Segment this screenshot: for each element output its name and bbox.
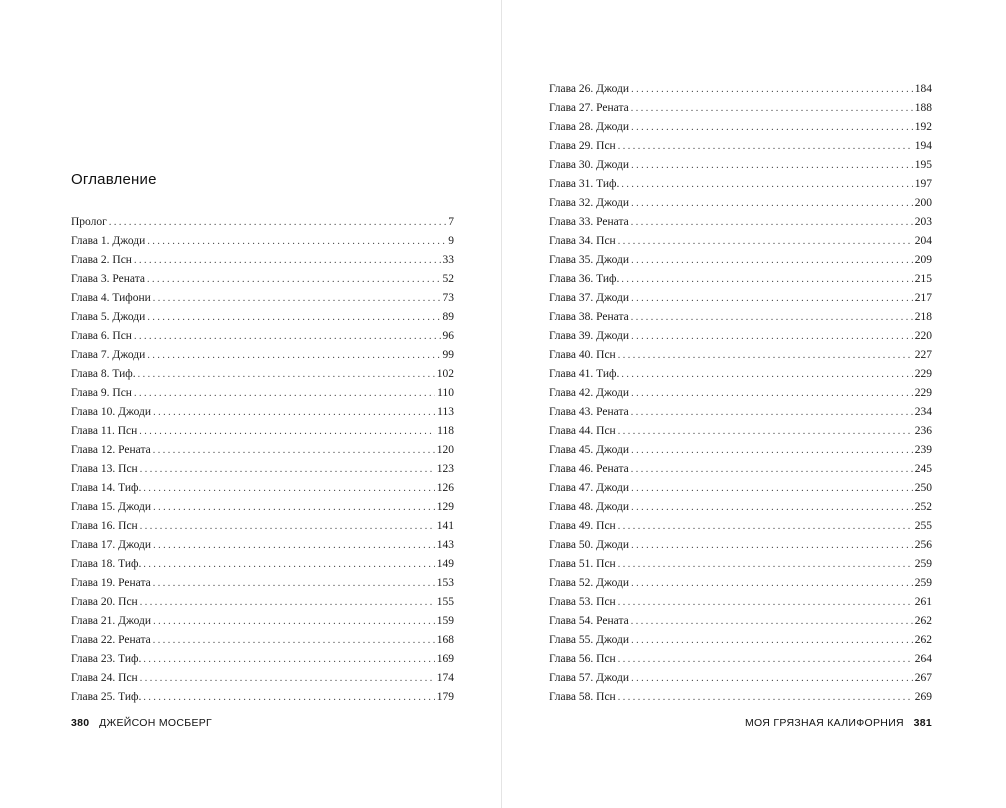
toc-entry-page: 195 — [914, 159, 932, 171]
toc-entry-page: 120 — [436, 444, 454, 456]
toc-dot-leader — [631, 99, 913, 118]
toc-entry-page: 245 — [914, 463, 932, 475]
toc-entry-page: 236 — [914, 425, 932, 437]
toc-entry-page: 168 — [436, 634, 454, 646]
toc-entry-label: Глава 9. Псн — [71, 387, 132, 399]
toc-entry-page: 184 — [914, 83, 932, 95]
toc-dot-leader — [621, 270, 912, 289]
toc-entry-page: 256 — [914, 539, 932, 551]
toc-entry-label: Пролог — [71, 216, 107, 228]
toc-dot-leader — [618, 555, 913, 574]
toc-entry[interactable] — [549, 99, 932, 118]
toc-dot-leader — [631, 289, 913, 308]
toc-entry[interactable] — [549, 365, 932, 384]
footer-right — [745, 717, 932, 729]
toc-entry[interactable] — [549, 270, 932, 289]
toc-entry-page: 203 — [914, 216, 932, 228]
toc-entry-label: Глава 35. Джоди — [549, 254, 630, 266]
toc-entry-label: Глава 51. Псн — [549, 558, 616, 570]
toc-dot-leader — [618, 593, 913, 612]
toc-entry-page: 269 — [914, 691, 932, 703]
toc-entry[interactable] — [549, 346, 932, 365]
toc-entry-label: Глава 21. Джоди — [71, 615, 152, 627]
toc-entry-label: Глава 42. Джоди — [549, 387, 630, 399]
toc-entry-label: Глава 29. Псн — [549, 140, 616, 152]
toc-dot-leader — [153, 441, 435, 460]
toc-entry-page: 188 — [914, 102, 932, 114]
toc-entry[interactable] — [549, 460, 932, 479]
toc-entry[interactable] — [549, 612, 932, 631]
toc-entry[interactable] — [549, 175, 932, 194]
toc-entry[interactable] — [549, 213, 932, 232]
running-head-author: ДЖЕЙСОН МОСБЕРГ — [99, 717, 213, 729]
toc-entry-page: 159 — [436, 615, 454, 627]
toc-dot-leader — [631, 498, 913, 517]
toc-entry-page: 234 — [914, 406, 932, 418]
toc-entry-label: Глава 23. Тиф. — [71, 653, 142, 665]
toc-entry-label: Глава 4. Тифони — [71, 292, 151, 304]
toc-entry[interactable] — [549, 118, 932, 137]
toc-entry[interactable] — [71, 650, 454, 669]
toc-entry-page: 215 — [914, 273, 932, 285]
toc-dot-leader — [147, 232, 446, 251]
toc-entry-page: 179 — [436, 691, 454, 703]
toc-dot-leader — [631, 669, 913, 688]
toc-dot-leader — [140, 593, 435, 612]
toc-entry[interactable] — [71, 327, 454, 346]
left-page — [0, 0, 502, 808]
toc-dot-leader — [631, 612, 913, 631]
toc-dot-leader — [631, 156, 913, 175]
toc-entry-page: 110 — [437, 387, 454, 399]
toc-entry-page: 129 — [436, 501, 454, 513]
toc-entry[interactable] — [549, 137, 932, 156]
toc-entry-label: Глава 8. Тиф. — [71, 368, 136, 380]
toc-dot-leader — [143, 479, 434, 498]
toc-entry-label: Глава 5. Джоди — [71, 311, 146, 323]
toc-entry-label: Глава 20. Псн — [71, 596, 138, 608]
toc-entry[interactable] — [549, 251, 932, 270]
toc-entry-label: Глава 12. Рената — [71, 444, 151, 456]
toc-dot-leader — [631, 384, 913, 403]
toc-entry-page: 149 — [436, 558, 454, 570]
toc-dot-leader — [618, 137, 913, 156]
toc-entry-label: Глава 15. Джоди — [71, 501, 152, 513]
toc-entry[interactable] — [71, 593, 454, 612]
toc-dot-leader — [618, 688, 913, 707]
toc-dot-leader — [143, 555, 434, 574]
toc-entry[interactable] — [71, 555, 454, 574]
toc-entry-label: Глава 10. Джоди — [71, 406, 152, 418]
toc-entry-page: 264 — [914, 653, 932, 665]
toc-entry-page: 267 — [914, 672, 932, 684]
toc-entry[interactable] — [549, 517, 932, 536]
toc-entry-label: Глава 1. Джоди — [71, 235, 146, 247]
toc-entry-label: Глава 22. Рената — [71, 634, 151, 646]
toc-entry[interactable] — [549, 327, 932, 346]
toc-dot-leader — [631, 251, 913, 270]
toc-entry-page: 227 — [914, 349, 932, 361]
page-number-left: 380 — [71, 717, 90, 729]
toc-dot-leader — [147, 308, 440, 327]
toc-entry-label: Глава 52. Джоди — [549, 577, 630, 589]
toc-entry[interactable] — [549, 555, 932, 574]
toc-entry[interactable] — [71, 346, 454, 365]
toc-dot-leader — [631, 479, 913, 498]
footer-left — [71, 717, 212, 729]
toc-dot-leader — [621, 175, 912, 194]
toc-entry[interactable] — [549, 80, 932, 99]
toc-entry-page: 259 — [914, 577, 932, 589]
toc-dot-leader — [143, 650, 434, 669]
toc-entry[interactable] — [71, 631, 454, 650]
toc-entry-page: 229 — [914, 387, 932, 399]
toc-entry[interactable] — [71, 536, 454, 555]
toc-entry-label: Глава 28. Джоди — [549, 121, 630, 133]
toc-dot-leader — [138, 365, 435, 384]
toc-entry-label: Глава 24. Псн — [71, 672, 138, 684]
toc-entry-page: 96 — [442, 330, 454, 342]
toc-entry[interactable] — [71, 574, 454, 593]
toc-entry[interactable] — [549, 194, 932, 213]
toc-entry[interactable] — [71, 460, 454, 479]
toc-entry-page: 209 — [914, 254, 932, 266]
toc-entry-page: 218 — [914, 311, 932, 323]
toc-entry-label: Глава 54. Рената — [549, 615, 629, 627]
toc-title: Оглавление — [71, 171, 157, 188]
toc-dot-leader — [631, 308, 913, 327]
toc-dot-leader — [140, 517, 435, 536]
toc-dot-leader — [631, 460, 913, 479]
toc-entry[interactable] — [71, 270, 454, 289]
toc-dot-leader — [631, 213, 913, 232]
toc-entry[interactable] — [549, 384, 932, 403]
toc-dot-leader — [631, 536, 913, 555]
toc-entry-page: 192 — [914, 121, 932, 133]
toc-entry-label: Глава 40. Псн — [549, 349, 616, 361]
toc-entry-label: Глава 25. Тиф. — [71, 691, 142, 703]
page-number-right: 381 — [913, 717, 932, 729]
toc-entry-page: 9 — [448, 235, 454, 247]
toc-entry-page: 250 — [914, 482, 932, 494]
toc-dot-leader — [631, 403, 913, 422]
toc-entry[interactable] — [549, 536, 932, 555]
toc-entry-page: 169 — [436, 653, 454, 665]
toc-entry-label: Глава 36. Тиф. — [549, 273, 620, 285]
toc-entry-label: Глава 37. Джоди — [549, 292, 630, 304]
toc-entry[interactable] — [549, 441, 932, 460]
toc-entry[interactable] — [71, 479, 454, 498]
toc-dot-leader — [143, 688, 434, 707]
toc-entry-label: Глава 7. Джоди — [71, 349, 146, 361]
toc-dot-leader — [621, 365, 912, 384]
toc-dot-leader — [618, 517, 913, 536]
toc-entry-label: Глава 56. Псн — [549, 653, 616, 665]
toc-entry-page: 143 — [436, 539, 454, 551]
toc-entry[interactable] — [71, 403, 454, 422]
toc-dot-leader — [153, 536, 435, 555]
toc-entry-page: 89 — [442, 311, 454, 323]
toc-entry[interactable] — [549, 232, 932, 251]
toc-entry-page: 252 — [914, 501, 932, 513]
toc-entry-label: Глава 41. Тиф. — [549, 368, 620, 380]
toc-entry[interactable] — [549, 308, 932, 327]
toc-entry-page: 52 — [442, 273, 454, 285]
toc-dot-leader — [153, 289, 441, 308]
toc-entry-label: Глава 16. Псн — [71, 520, 138, 532]
toc-entry-label: Глава 2. Псн — [71, 254, 132, 266]
toc-entry-label: Глава 31. Тиф. — [549, 178, 620, 190]
toc-entry-label: Глава 11. Псн — [71, 425, 138, 437]
toc-entry-page: 200 — [914, 197, 932, 209]
toc-dot-leader — [140, 460, 435, 479]
toc-entry-label: Глава 53. Псн — [549, 596, 616, 608]
running-head-title: МОЯ ГРЯЗНАЯ КАЛИФОРНИЯ — [745, 717, 904, 729]
toc-dot-leader — [631, 327, 913, 346]
toc-dot-leader — [631, 574, 913, 593]
toc-entry-label: Глава 17. Джоди — [71, 539, 152, 551]
toc-entry-label: Глава 3. Рената — [71, 273, 145, 285]
toc-list-right — [549, 80, 932, 707]
toc-entry[interactable] — [71, 669, 454, 688]
toc-entry[interactable] — [71, 422, 454, 441]
toc-dot-leader — [631, 194, 913, 213]
toc-entry[interactable] — [71, 517, 454, 536]
toc-entry[interactable] — [549, 574, 932, 593]
toc-entry-page: 259 — [914, 558, 932, 570]
toc-entry[interactable] — [71, 289, 454, 308]
toc-dot-leader — [153, 498, 435, 517]
toc-entry-label: Глава 14. Тиф. — [71, 482, 142, 494]
toc-dot-leader — [631, 80, 913, 99]
toc-entry-page: 194 — [914, 140, 932, 152]
toc-entry-page: 73 — [442, 292, 454, 304]
toc-entry[interactable] — [549, 289, 932, 308]
toc-entry-page: 217 — [914, 292, 932, 304]
toc-entry[interactable] — [71, 612, 454, 631]
toc-entry-label: Глава 27. Рената — [549, 102, 629, 114]
toc-entry-label: Глава 34. Псн — [549, 235, 616, 247]
toc-entry-label: Глава 47. Джоди — [549, 482, 630, 494]
toc-entry-label: Глава 26. Джоди — [549, 83, 630, 95]
toc-entry[interactable] — [549, 422, 932, 441]
toc-entry[interactable] — [549, 498, 932, 517]
toc-entry-label: Глава 30. Джоди — [549, 159, 630, 171]
toc-entry[interactable] — [549, 669, 932, 688]
toc-entry-label: Глава 58. Псн — [549, 691, 616, 703]
toc-entry[interactable] — [71, 384, 454, 403]
toc-entry[interactable] — [71, 232, 454, 251]
toc-entry-label: Глава 43. Рената — [549, 406, 629, 418]
toc-entry[interactable] — [71, 308, 454, 327]
right-page — [503, 0, 1006, 808]
book-gutter — [501, 0, 502, 808]
toc-entry-label: Глава 33. Рената — [549, 216, 629, 228]
toc-entry-page: 197 — [914, 178, 932, 190]
toc-entry-label: Глава 55. Джоди — [549, 634, 630, 646]
toc-dot-leader — [134, 327, 441, 346]
toc-entry[interactable] — [549, 688, 932, 707]
toc-entry[interactable] — [71, 688, 454, 707]
toc-entry-page: 141 — [436, 520, 454, 532]
toc-entry[interactable] — [71, 365, 454, 384]
toc-entry-page: 204 — [914, 235, 932, 247]
toc-dot-leader — [631, 631, 913, 650]
toc-entry[interactable] — [549, 403, 932, 422]
toc-entry-label: Глава 38. Рената — [549, 311, 629, 323]
toc-entry-label: Глава 39. Джоди — [549, 330, 630, 342]
toc-entry[interactable] — [549, 479, 932, 498]
toc-dot-leader — [140, 669, 435, 688]
toc-entry-page: 99 — [442, 349, 454, 361]
toc-entry[interactable] — [71, 251, 454, 270]
toc-entry-page: 123 — [436, 463, 454, 475]
toc-entry-label: Глава 6. Псн — [71, 330, 132, 342]
toc-entry-label: Глава 19. Рената — [71, 577, 151, 589]
toc-entry[interactable] — [71, 441, 454, 460]
toc-dot-leader — [153, 612, 435, 631]
toc-dot-leader — [631, 118, 913, 137]
toc-entry-page: 255 — [914, 520, 932, 532]
toc-dot-leader — [618, 650, 913, 669]
toc-list-left — [71, 213, 454, 707]
toc-entry[interactable] — [549, 156, 932, 175]
toc-entry-page: 239 — [914, 444, 932, 456]
toc-dot-leader — [618, 422, 913, 441]
toc-dot-leader — [147, 270, 441, 289]
toc-entry-label: Глава 57. Джоди — [549, 672, 630, 684]
toc-dot-leader — [153, 631, 435, 650]
toc-dot-leader — [631, 441, 913, 460]
toc-entry-label: Глава 18. Тиф. — [71, 558, 142, 570]
toc-entry-page: 155 — [436, 596, 454, 608]
toc-dot-leader — [153, 403, 435, 422]
toc-entry-page: 229 — [914, 368, 932, 380]
toc-entry-page: 261 — [914, 596, 932, 608]
toc-entry[interactable] — [71, 498, 454, 517]
toc-dot-leader — [153, 574, 435, 593]
toc-entry-page: 220 — [914, 330, 932, 342]
toc-entry[interactable] — [549, 650, 932, 669]
toc-dot-leader — [134, 251, 441, 270]
toc-entry[interactable] — [549, 593, 932, 612]
toc-entry-page: 118 — [437, 425, 454, 437]
toc-entry-label: Глава 45. Джоди — [549, 444, 630, 456]
toc-entry-page: 7 — [448, 216, 454, 228]
toc-entry-label: Глава 13. Псн — [71, 463, 138, 475]
toc-entry-label: Глава 48. Джоди — [549, 501, 630, 513]
toc-entry-page: 262 — [914, 634, 932, 646]
toc-entry-page: 153 — [436, 577, 454, 589]
toc-dot-leader — [109, 213, 446, 232]
toc-entry-label: Глава 32. Джоди — [549, 197, 630, 209]
toc-entry-label: Глава 46. Рената — [549, 463, 629, 475]
toc-entry-label: Глава 50. Джоди — [549, 539, 630, 551]
toc-entry[interactable] — [549, 631, 932, 650]
toc-dot-leader — [147, 346, 440, 365]
toc-dot-leader — [134, 384, 435, 403]
toc-dot-leader — [618, 232, 913, 251]
toc-entry-page: 126 — [436, 482, 454, 494]
toc-entry-page: 33 — [442, 254, 454, 266]
toc-entry-page: 174 — [436, 672, 454, 684]
toc-entry-label: Глава 44. Псн — [549, 425, 616, 437]
toc-entry-label: Глава 49. Псн — [549, 520, 616, 532]
toc-entry-page: 113 — [437, 406, 454, 418]
toc-dot-leader — [618, 346, 913, 365]
toc-entry-page: 102 — [436, 368, 454, 380]
toc-entry[interactable] — [71, 213, 454, 232]
toc-entry-page: 262 — [914, 615, 932, 627]
toc-dot-leader — [139, 422, 435, 441]
